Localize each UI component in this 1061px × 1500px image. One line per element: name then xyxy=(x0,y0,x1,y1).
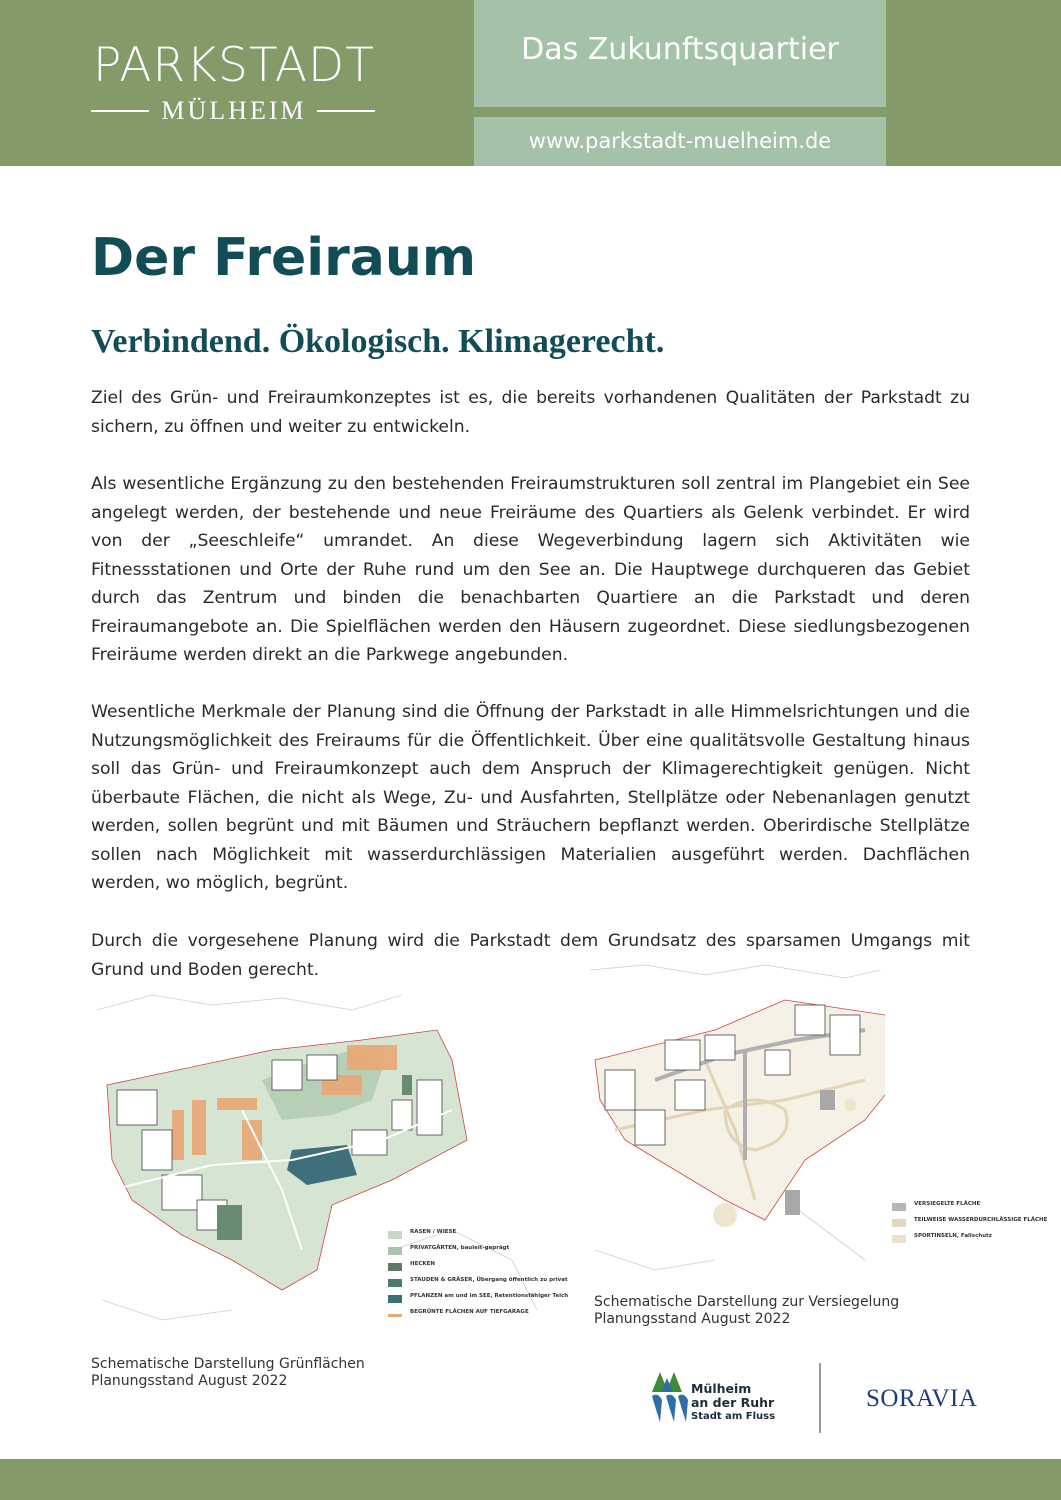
paragraph-intro: Ziel des Grün- und Freiraumkonzeptes ist es, die bereits vorhandenen Qualitäten der Parkstadt zu sichern, zu öffnen und weiter zu entwickeln. xyxy=(91,388,970,437)
city-name-2: an der Ruhr xyxy=(691,1395,775,1410)
caption-line: Planungsstand August 2022 xyxy=(594,1311,791,1327)
website-link[interactable]: www.parkstadt-muelheim.de xyxy=(528,129,832,153)
caption-line: Schematische Darstellung zur Versiegelung xyxy=(594,1294,900,1310)
header-bar xyxy=(0,0,1061,166)
legend-swatch xyxy=(388,1295,402,1303)
legend-label: TEILWEISE WASSERDURCHLÄSSIGE FLÄCHE xyxy=(914,1217,1048,1223)
legend-swatch xyxy=(388,1314,402,1317)
logo-title: PARKSTADT xyxy=(93,38,375,93)
paragraph-lake: Als wesentliche Ergänzung zu den bestehenden Freiraumstrukturen soll zentral im Plangebiet ein See angelegt werden, der bestehende und neue Freiräume des Quartiers als Gelenk verbindet. Er wird von der „Seeschleife“ umrandet. An diese Wegeverbindung lagern sich Aktivitäten wie Fitnessstationen und Orte der Ruhe rund um den See an. Die Hauptwege durchqueren das Gebiet durch das Zentrum und binden die benachbarten Quartiere an die Parkstadt und deren Freiraumangebote an. Die Spielflächen werden den Häusern zugeordnet. Diese siedlungsbezogenen Freiräume werden direkt an die Parkwege angebunden. xyxy=(91,474,970,665)
legend-label: VERSIEGELTE FLÄCHE xyxy=(914,1201,981,1207)
sealing-map-legend xyxy=(892,1201,1048,1248)
logo-divider xyxy=(819,1363,821,1433)
page-title: Der Freiraum xyxy=(91,228,477,288)
legend-label: BEGRÜNTE FLÄCHEN AUF TIEFGARAGE xyxy=(410,1309,529,1315)
muelheim-logo-text xyxy=(691,1382,775,1424)
page-subtitle: Verbindend. Ökologisch. Klimagerecht. xyxy=(91,323,665,360)
legend-swatch xyxy=(388,1247,402,1255)
legend-label: PRIVATGÄRTEN, bauleit-geprägt xyxy=(410,1245,510,1251)
soravia-logo: SORAVIA xyxy=(866,1385,978,1412)
green-map-caption xyxy=(91,1356,365,1390)
tagline-box xyxy=(474,0,886,107)
legend-swatch xyxy=(388,1231,402,1239)
tagline: Das Zukunftsquartier xyxy=(521,32,839,67)
legend-label: STAUDEN & GRÄSER, Übergang öffentlich zu privat xyxy=(410,1277,568,1283)
city-name: Mülheim xyxy=(691,1381,752,1396)
caption-line: Planungsstand August 2022 xyxy=(91,1373,288,1389)
legend-swatch xyxy=(388,1263,402,1271)
sealing-map-caption xyxy=(594,1294,899,1328)
legend-label: PFLANZEN am und im SEE, Retentionsfähiger Teich xyxy=(410,1293,569,1299)
city-slogan: Stadt am Fluss xyxy=(691,1411,776,1422)
caption-line: Schematische Darstellung Grünflächen xyxy=(91,1356,365,1372)
footer-bar xyxy=(0,1459,1061,1500)
logo-divider-right xyxy=(317,110,375,112)
logo-subtitle: MÜLHEIM xyxy=(161,96,307,125)
muelheim-crest-icon xyxy=(648,1370,690,1426)
legend-label: HECKEN xyxy=(410,1261,436,1267)
green-map-legend xyxy=(388,1229,569,1331)
sealing-map xyxy=(585,960,885,1290)
legend-swatch xyxy=(892,1235,906,1243)
legend-swatch xyxy=(388,1279,402,1287)
legend-label: RASEN / WIESE xyxy=(410,1229,457,1235)
legend-swatch xyxy=(892,1219,906,1227)
legend-swatch xyxy=(892,1203,906,1211)
website-box[interactable] xyxy=(474,117,886,166)
paragraph-conclusion: Durch die vorgesehene Planung wird die Parkstadt dem Grundsatz des sparsamen Umgangs mit Grund und Boden gerecht. xyxy=(91,931,970,980)
legend-label: SPORTINSELN, Fallschutz xyxy=(914,1233,992,1239)
paragraph-features: Wesentliche Merkmale der Planung sind die Öffnung der Parkstadt in alle Himmelsrichtungen und die Nutzungsmöglichkeit des Freiraums für die Öffentlichkeit. Über eine qualitätsvolle Gestaltung hinaus soll das Grün- und Freiraumkonzept auch dem Anspruch der Klimagerechtigkeit genügen. Nicht überbaute Flächen, die nicht als Wege, Zu- und Ausfahrten, Stellplätze oder Nebenanlagen genutzt werden, sollen begrünt und mit Bäumen und Sträuchern bepflanzt werden. Oberirdische Stellplätze sollen nach Möglichkeit mit wasserdurchlässigen Materialien ausgeführt werden. Dachflächen werden, wo möglich, begrünt. xyxy=(91,702,970,893)
